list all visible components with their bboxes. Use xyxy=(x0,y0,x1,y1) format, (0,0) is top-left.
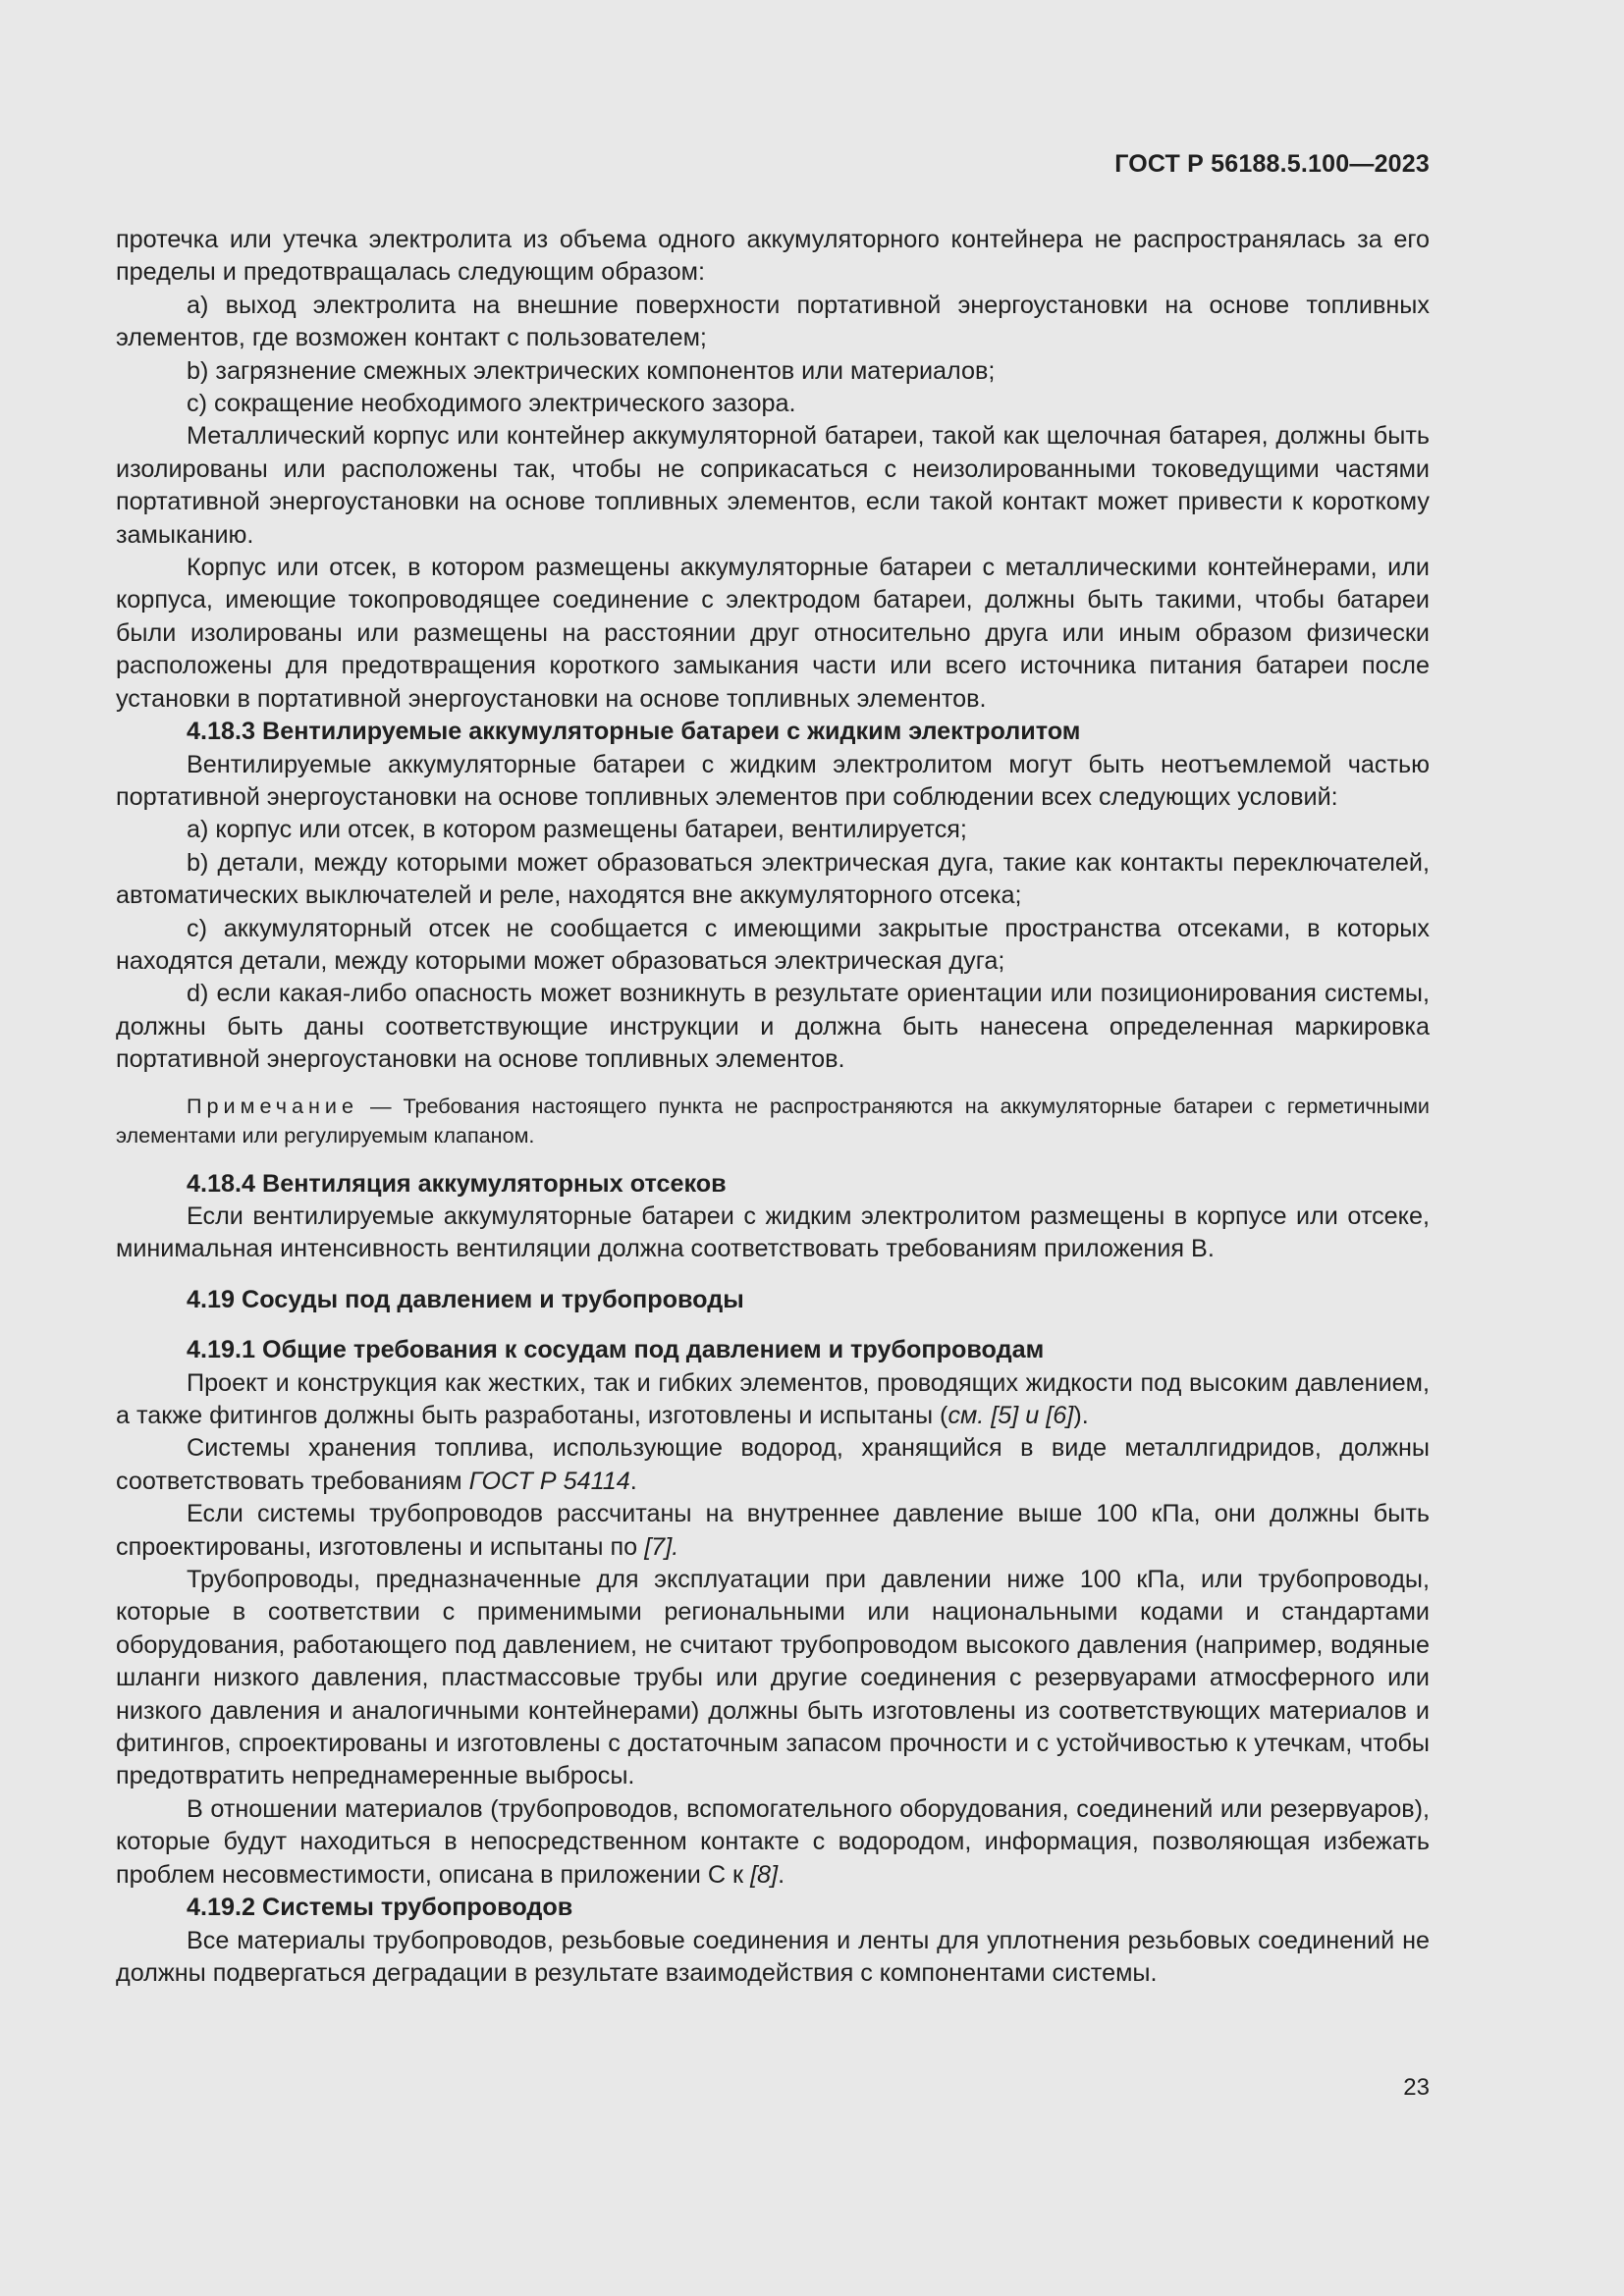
page-body xyxy=(116,224,1430,1990)
section-heading-4-18-3: 4.18.3 Вентилируемые аккумуляторные батареи с жидким электролитом xyxy=(187,718,1081,746)
section-heading-4-18-4: 4.18.4 Вентиляция аккумуляторных отсеков xyxy=(187,1169,727,1198)
section-heading-4-19: 4.19 Сосуды под давлением и трубопроводы xyxy=(187,1285,744,1313)
text-run: Системы хранения топлива, использующие водород, хранящийся в виде металлгидридов, должны соответствовать требованиям xyxy=(116,1434,1430,1495)
list-item-b: b) детали, между которыми может образоваться электрическая дуга, такие как контакты переключателей, автоматических выключателей и реле, находятся вне аккумуляторного отсека; xyxy=(116,848,1430,910)
text-run: . xyxy=(629,1467,637,1495)
text-run: В отношении материалов (трубопроводов, вспомогательного оборудования, соединений или резервуаров), которые будут находиться в непосредственном контакте с водородом, информация, позволяющая избежать проблем несовместимости, описана в приложении С к xyxy=(116,1794,1430,1889)
paragraph: Корпус или отсек, в котором размещены аккумуляторные батареи с металлическими контейнерами, или корпуса, имеющие токопроводящее соединение с электродом батареи, должны быть такими, чтобы батареи были изолированы или размещены на расстоянии друг относительно друга или иным образом физически расположены для предотвращения короткого замыкания части или всего источника питания батареи после установки в портативной энергоустановки на основе топливных элементов. xyxy=(116,554,1430,713)
paragraph: Все материалы трубопроводов, резьбовые соединения и ленты для уплотнения резьбовых соединений не должны подвергаться деградации в результате взаимодействия с компонентами системы. xyxy=(116,1926,1430,1987)
page-number: 23 xyxy=(1403,2074,1430,2101)
list-item-c: c) сокращение необходимого электрического зазора. xyxy=(187,390,796,418)
text-run: . xyxy=(778,1860,785,1889)
paragraph: Металлический корпус или контейнер аккумуляторной батареи, такой как щелочная батарея, должны быть изолированы или расположены так, чтобы не соприкасаться с неизолированными токоведущими частями портативной энергоустановки на основе топливных элементов, если такой контакт может привести к короткому замыканию. xyxy=(116,422,1430,549)
list-item-a: a) выход электролита на внешние поверхности портативной энергоустановки на основе топливных элементов, где возможен контакт с пользователем; xyxy=(116,291,1430,352)
text-run: Проект и конструкция как жестких, так и гибких элементов, проводящих жидкости под высоким давлением, а также фитингов должны быть разработаны, изготовлены и испытаны ( xyxy=(116,1368,1430,1429)
text-run: Если системы трубопроводов рассчитаны на внутреннее давление выше 100 кПа, они должны быть спроектированы, изготовлены и испытаны по xyxy=(116,1500,1430,1561)
reference-link: ГОСТ Р 54114 xyxy=(468,1467,630,1495)
paragraph xyxy=(116,1432,1430,1498)
reference-link: см. [5] и [6] xyxy=(947,1402,1074,1429)
note-text: — Требования настоящего пункта не распространяются на аккумуляторные батареи с герметичными элементами или регулируемым клапаном. xyxy=(116,1093,1430,1148)
paragraph: Если вентилируемые аккумуляторные батареи с жидким электролитом размещены в корпусе или отсеке, минимальная интенсивность вентиляции должна соответствовать требованиям приложения В. xyxy=(116,1201,1430,1263)
reference-link: [7]. xyxy=(644,1532,679,1561)
text-run: ). xyxy=(1073,1402,1089,1429)
paragraph: Вентилируемые аккумуляторные батареи с жидким электролитом могут быть неотъемлемой частью портативной энергоустановки на основе топливных элементов при соблюдении всех следующих условий: xyxy=(116,750,1430,811)
paragraph xyxy=(116,1367,1430,1433)
list-item-d: d) если какая-либо опасность может возникнуть в результате ориентации или позиционирования системы, должны быть даны соответствующие инструкции и должна быть нанесена определенная маркировка портативной энергоустановки на основе топливных элементов. xyxy=(116,980,1430,1074)
document-code-header: ГОСТ Р 56188.5.100—2023 xyxy=(1114,150,1430,178)
paragraph: протечка или утечка электролита из объема одного аккумуляторного контейнера не распространялась за его пределы и предотвращалась следующим образом: xyxy=(116,226,1430,287)
paragraph: Трубопроводы, предназначенные для эксплуатации при давлении ниже 100 кПа, или трубопроводы, которые в соответствии с применимыми региональными или национальными кодами и стандартами оборудования, работающего под давлением, не считают трубопроводом высокого давления (например, водяные шланги низкого давления, пластмассовые трубы или другие соединения с резервуарами атмосферного или низкого давления и аналогичными контейнерами) должны быть изготовлены из соответствующих материалов и фитингов, спроектированы и изготовлены с достаточным запасом прочности и с устойчивостью к утечкам, чтобы предотвратить непреднамеренные выбросы. xyxy=(116,1566,1430,1790)
note xyxy=(116,1092,1430,1150)
reference-link: [8] xyxy=(750,1860,779,1889)
list-item-a: a) корпус или отсек, в котором размещены батареи, вентилируется; xyxy=(187,816,967,844)
paragraph xyxy=(116,1498,1430,1564)
note-label: Примечание xyxy=(187,1093,358,1118)
list-item-b: b) загрязнение смежных электрических компонентов или материалов; xyxy=(187,356,996,385)
section-heading-4-19-2: 4.19.2 Системы трубопроводов xyxy=(187,1894,573,1922)
section-heading-4-19-1: 4.19.1 Общие требования к сосудам под давлением и трубопроводам xyxy=(187,1336,1045,1364)
list-item-c: c) аккумуляторный отсек не сообщается с имеющими закрытые пространства отсеками, в которых находятся детали, между которыми может образоваться электрическая дуга; xyxy=(116,914,1430,975)
paragraph xyxy=(116,1793,1430,1892)
